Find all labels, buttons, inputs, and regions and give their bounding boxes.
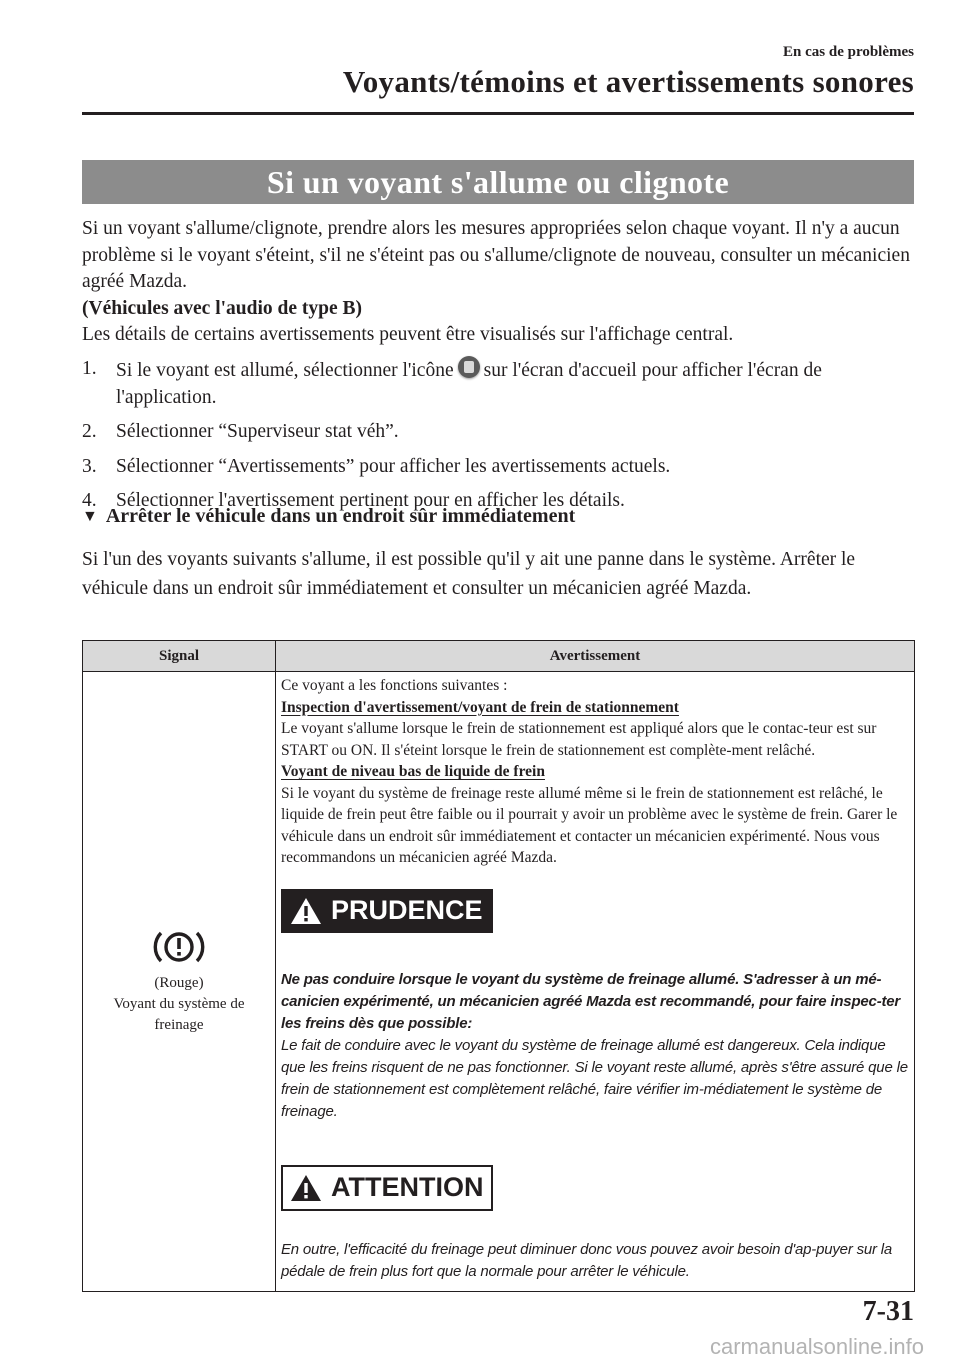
- caution-text: Le fait de conduire avec le voyant du système de freinage allumé est dangereux. Cela indique que les freins risquent de ne pas fonctionner. Si le voyant reste allumé, après s'être assuré que le frein de stationnement est complètement relâché, faire vérifier im-médiatement le système de freinage.: [281, 1036, 908, 1120]
- header-rule: [82, 112, 914, 115]
- step-text: Sélectionner “Superviseur stat véh”.: [116, 421, 399, 442]
- warning-triangle-icon: [289, 1173, 323, 1203]
- signal-cell: [83, 672, 276, 1292]
- signal-name: Voyant du système de freinage: [113, 995, 245, 1033]
- header-chapter: En cas de problèmes: [783, 44, 914, 60]
- audio-text: Les détails de certains avertissements peuvent être visualisés sur l'affichage central.: [82, 324, 734, 345]
- section-banner: Si un voyant s'allume ou clignote: [82, 160, 914, 204]
- caution-bold-text: Ne pas conduire lorsque le voyant du système de freinage allumé. S'adresser à un mé-canicien expérimenté, un mécanicien agréé Mazda est recommandé, pour faire inspec-ter les freins dès que possible:: [281, 970, 901, 1032]
- col-warning-header: Avertissement: [276, 641, 915, 672]
- step-text-after: sur l'écran d'accueil pour afficher l'écran de l'application.: [116, 360, 822, 408]
- step-number: 3.: [82, 455, 97, 477]
- step-text: Sélectionner l'avertissement pertinent pour en afficher les détails.: [116, 490, 625, 511]
- step-number: 2.: [82, 421, 97, 442]
- step-number: 4.: [82, 490, 97, 511]
- step-item: [82, 356, 922, 411]
- subsection-paragraph: Si l'un des voyants suivants s'allume, il est possible qu'il y ait une panne dans le système. Arrêter le véhicule dans un endroit sûr immédiatement et consulter un mécanicien agréé Mazda.: [82, 549, 856, 599]
- intro-paragraph: Si un voyant s'allume/clignote, prendre alors les mesures appropriées selon chaque voyant. Il n'y a aucun problème si le voyant s'éteint, s'il ne s'éteint pas ou s'allume/clignote de nouveau, consulter un mécanicien agréé Mazda.: [82, 218, 910, 292]
- watermark: carmanualsonline.info: [709, 1334, 924, 1359]
- warning-triangle-icon: [289, 896, 323, 926]
- section-title-parking-brake: Inspection d'avertissement/voyant de frein de stationnement: [281, 698, 679, 716]
- triangle-down-icon: ▼: [82, 508, 98, 525]
- attention-badge: [281, 1165, 493, 1211]
- app-icon: [458, 356, 480, 378]
- page-number: 7-31: [862, 1296, 914, 1327]
- table-header-row: [83, 641, 915, 672]
- step-item: [82, 419, 922, 446]
- warning-intro: Ce voyant a les fonctions suivantes :: [281, 677, 508, 694]
- steps-list: [82, 356, 922, 523]
- audio-heading: (Véhicules avec l'audio de type B): [82, 298, 363, 319]
- header-title: Voyants/témoins et avertissements sonores: [342, 64, 914, 99]
- attention-label: ATTENTION: [331, 1171, 484, 1202]
- step-text: Sélectionner “Avertissements” pour afficher les avertissements actuels.: [116, 455, 671, 477]
- section-text-brake-fluid: Si le voyant du système de freinage reste allumé même si le frein de stationnement est relâché, le liquide de frein peut être faible ou il pourrait y avoir un problème avec le système de frein. Garer le véhicule dans un endroit sûr immédiatement et contacter un mécanicien expérimenté. Nous vous recommandons un mécanicien agréé Mazda.: [281, 784, 898, 866]
- step-number: 1.: [82, 358, 97, 379]
- attention-text: En outre, l'efficacité du freinage peut diminuer donc vous pouvez avoir besoin d'ap-puyer sur la pédale de frein plus fort que la normale pour arrêter le véhicule.: [281, 1240, 893, 1280]
- caution-badge: [281, 889, 493, 933]
- subsection-heading: [82, 505, 575, 528]
- subsection-title: Arrêter le véhicule dans un endroit sûr immédiatement: [105, 505, 576, 527]
- warning-table: [82, 640, 915, 1292]
- brake-warning-icon: [151, 927, 207, 967]
- step-text-before: Si le voyant est allumé, sélectionner l'icône: [116, 360, 454, 381]
- warning-cell: [276, 672, 915, 1292]
- signal-color: (Rouge): [154, 974, 204, 991]
- table-row: [83, 672, 915, 1292]
- col-signal-header: Signal: [83, 641, 276, 672]
- caution-label: PRUDENCE: [331, 894, 483, 925]
- section-title-brake-fluid: Voyant de niveau bas de liquide de frein: [281, 763, 545, 780]
- step-item: [82, 454, 922, 481]
- section-text-parking-brake: Le voyant s'allume lorsque le frein de stationnement est appliqué alors que le contac-teur est sur START ou ON. Il s'éteint lorsque le frein de stationnement est complète-ment relâché.: [281, 720, 877, 759]
